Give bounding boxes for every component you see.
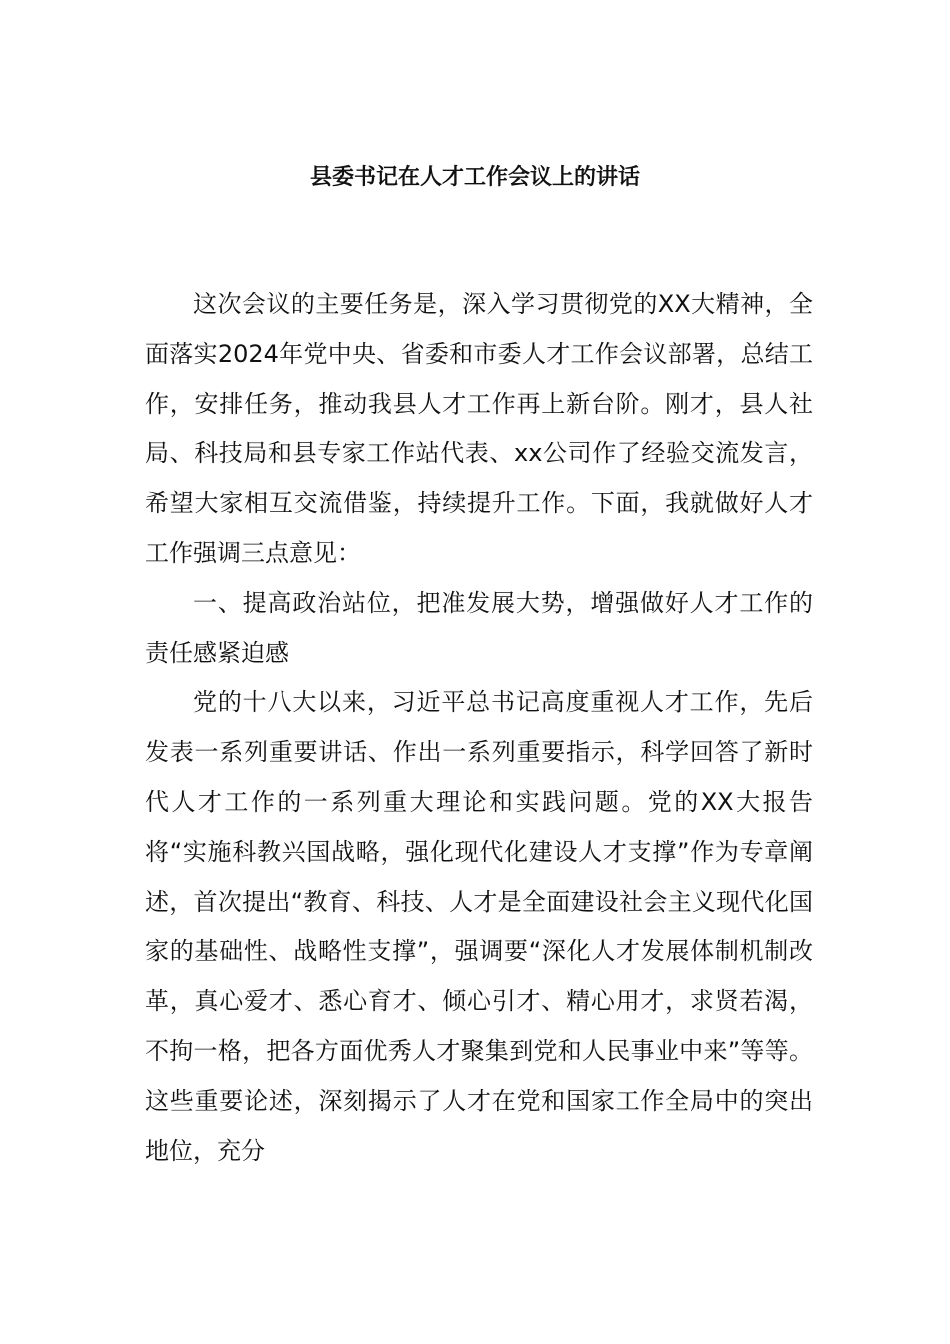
document-title: 县委书记在人才工作会议上的讲话	[309, 165, 640, 190]
section-heading-1: 一、提高政治站位，把准发展大势，增强做好人才工作的责任感紧迫感	[145, 588, 813, 667]
document-body	[145, 280, 813, 1176]
paragraph-section-1: 党的十八大以来，习近平总书记高度重视人才工作，先后发表一系列重要讲话、作出一系列重要指示，科学回答了新时代人才工作的一系列重大理论和实践问题。党的XX大报告将“实施科教兴国战略，强化现代化建设人才支撑”作为专章阐述，首次提出“教育、科技、人才是全面建设社会主义现代化国家的基础性、战略性支撑”，强调要“深化人才发展体制机制改革，真心爱才、悉心育才、倾心引才、精心用才，求贤若渴，不拘一格，把各方面优秀人才聚集到党和人民事业中来”等等。这些重要论述，深刻揭示了人才在党和国家工作全局中的突出地位，充分	[145, 688, 813, 1165]
paragraph-intro: 这次会议的主要任务是，深入学习贯彻党的XX大精神，全面落实2024年党中央、省委和市委人才工作会议部署，总结工作，安排任务，推动我县人才工作再上新台阶。刚才，县人社局、科技局和县专家工作站代表、xx公司作了经验交流发言，希望大家相互交流借鉴，持续提升工作。下面，我就做好人才工作强调三点意见：	[145, 290, 813, 567]
